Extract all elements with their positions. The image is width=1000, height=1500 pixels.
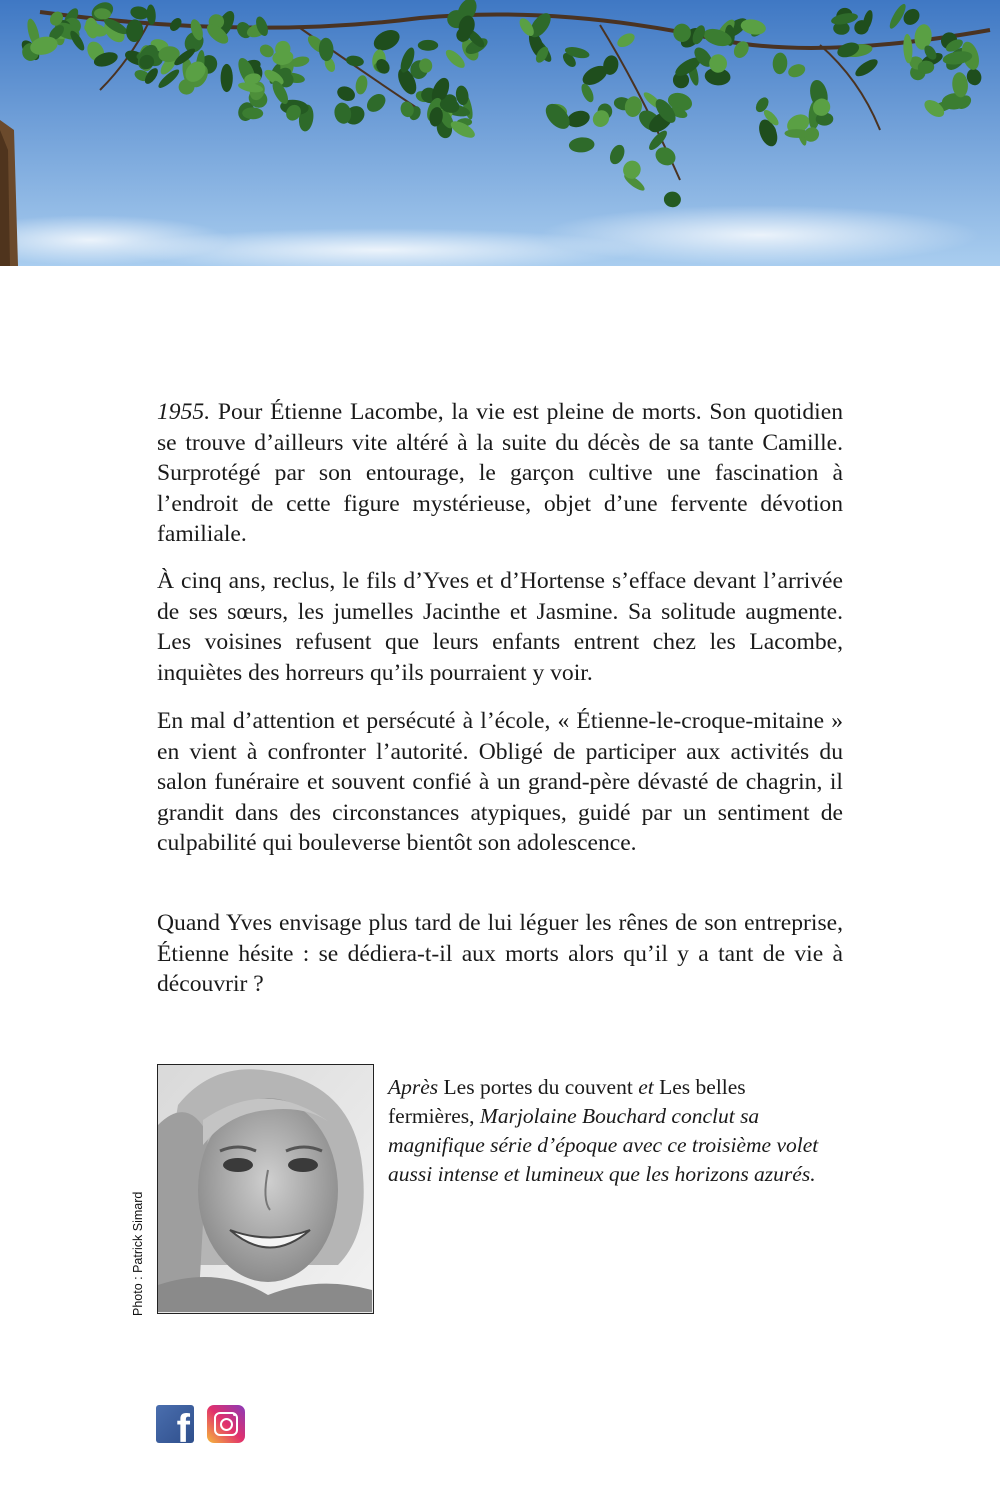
instagram-icon[interactable]	[207, 1405, 245, 1443]
synopsis-paragraph-4: Quand Yves envisage plus tard de lui léguer les rênes de son entreprise, Étienne hésite : se dédiera-t-il aux morts alors qu’il y a tant de vie à découvrir ?	[157, 910, 843, 997]
synopsis-paragraph-3: En mal d’attention et persécuté à l’école, « Étienne-le-croque-mitaine » en vient à confronter l’autorité. Obligé de participer aux activités du salon funéraire et souvent confié à un grand-père dévasté de chagrin, il grandit dans des circonstances atypiques, guidé par un sentiment de culpabilité qui bouleverse bientôt son adolescence.	[157, 708, 843, 856]
cover-sky-photo	[0, 0, 1000, 266]
instagram-dot	[233, 1413, 236, 1416]
author-note-title-1: Les portes du couvent	[438, 1075, 639, 1099]
author-note-apres: Après	[388, 1075, 439, 1099]
author-note-et: et	[638, 1075, 654, 1099]
author-portrait-image	[158, 1065, 372, 1312]
facebook-glyph: f	[176, 1407, 190, 1443]
photo-credit: Photo : Patrick Simard	[131, 1191, 145, 1316]
facebook-icon[interactable]	[156, 1405, 194, 1443]
leaf	[221, 64, 233, 92]
author-photo	[157, 1064, 374, 1314]
synopsis-paragraph-2: À cinq ans, reclus, le fils d’Yves et d’Hortense s’efface devant l’arrivée de ses sœurs, les jumelles Jacinthe et Jasmine. Sa solitude augmente. Les voisines refusent que leurs enfants entrent chez les Lacombe, inquiètes des horreurs qu’ils pourraient y voir.	[157, 568, 843, 686]
author-note	[388, 1073, 828, 1189]
instagram-lens	[220, 1418, 233, 1431]
leaf	[418, 40, 438, 51]
synopsis-text-1: Pour Étienne Lacombe, la vie est pleine de morts. Son quotidien se trouve d’ailleurs vite altéré à la suite du décès de sa tante Camille. Surprotégé par son entourage, le garçon cultive une fascination à l’endroit de cette figure mystérieuse, objet d’une fervente dévotion familiale.	[157, 399, 843, 547]
author-note-title-2: Les belles fermières,	[388, 1075, 746, 1128]
synopsis-year: 1955.	[157, 399, 211, 425]
tree-branches-image	[0, 0, 1000, 266]
author-note-rest: Marjolaine Bouchard conclut sa magnifique série d’époque avec ce troisième volet aussi intense et lumineux que les horizons azurés.	[388, 1104, 819, 1186]
synopsis-paragraph-1	[157, 397, 843, 550]
